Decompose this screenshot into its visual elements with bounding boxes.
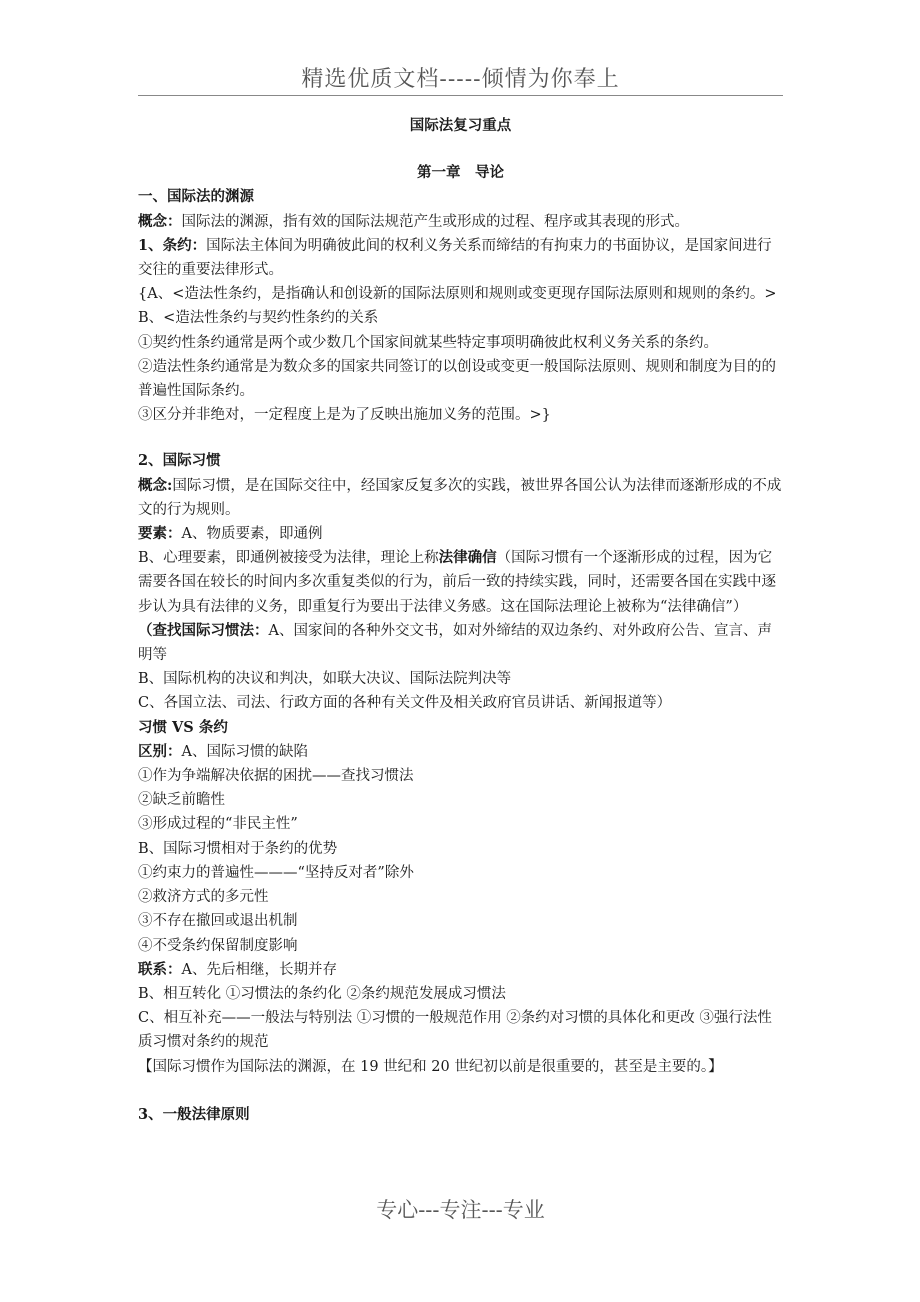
page-footer: 专心---专注---专业 <box>376 1198 545 1222</box>
chapter-title: 第一章 导论 <box>417 164 504 182</box>
paragraph-item-3: ③区分并非绝对，一定程度上是为了反映出施加义务的范围。>} <box>138 407 551 424</box>
paragraph-find-custom <box>138 619 783 667</box>
document-body <box>138 108 783 1127</box>
text-concept: 国际法的渊源，指有效的国际法规范产生或形成的过程、程序或其表现的形式。 <box>181 213 689 230</box>
page-header: 精选优质文档-----倾情为你奉上 <box>301 67 620 92</box>
paragraph-note: 【国际习惯作为国际法的渊源，在 19 世纪和 20 世纪初以前是很重要的，甚至是主要的。】 <box>138 1058 723 1075</box>
section-heading-general-principles: 3、一般法律原则 <box>138 1105 250 1123</box>
paragraph-defect-3: ③形成过程的“非民主性” <box>138 816 298 833</box>
paragraph-treaty-b: B、<造法性条约与契约性条约的关系 <box>138 310 379 327</box>
text-treaty: 国际法主体间为明确彼此间的权利义务关系而缔结的有拘束力的书面协议，是国家间进行交往的重要法律形式。 <box>138 237 772 279</box>
text-link: A、先后相继，长期并存 <box>181 961 337 978</box>
paragraph-opinio-juris <box>138 546 783 619</box>
paragraph-advantage-1: ①约束力的普遍性———“坚持反对者”除外 <box>138 864 414 881</box>
text-difference: A、国际习惯的缺陷 <box>181 743 308 760</box>
label-difference: 区别： <box>138 742 182 760</box>
paragraph-link-b: B、相互转化 ①习惯法的条约化 ②条约规范发展成习惯法 <box>138 985 506 1002</box>
paragraph-find-b: B、国际机构的决议和判决，如联大决议、国际法院判决等 <box>138 671 512 688</box>
text-find-custom: A、国家间的各种外交文书，如对外缔结的双边条约、对外政府公告、宣言、声明等 <box>138 622 772 664</box>
paragraph-advantage-2: ②救济方式的多元性 <box>138 889 269 906</box>
label-elements: 要素： <box>138 525 182 543</box>
section-heading-custom: 2、国际习惯 <box>138 452 221 470</box>
paragraph-treaty <box>138 234 783 282</box>
paragraph-item-1: ①契约性条约通常是两个或少数几个国家间就某些特定事项明确彼此权利义务关系的条约。 <box>138 334 718 351</box>
paragraph-advantage-4: ④不受条约保留制度影响 <box>138 937 298 954</box>
paragraph-concept <box>138 210 783 234</box>
paragraph-elements <box>138 522 783 546</box>
text-opinio-post: （国际习惯有一个逐渐形成的过程，因为它需要各国在较长的时间内多次重复类似的行为，前后一致的持续实践，同时，还需要各国在实践中逐步认为具有法律的义务，即重复行为要出于法律义务感。这在国际法理论上被称为“法律确信”） <box>138 550 776 615</box>
spacer <box>138 1079 783 1103</box>
document-title: 国际法复习重点 <box>409 117 512 134</box>
paragraph-defect-2: ②缺乏前瞻性 <box>138 792 225 809</box>
label-concept: 概念： <box>138 212 182 230</box>
heading-custom-vs-treaty: 习惯 VS 条约 <box>138 718 228 736</box>
spacer <box>138 427 783 449</box>
text-custom-concept: 国际习惯，是在国际交往中，经国家反复多次的实践，被世界各国公认为法律而逐渐形成的不成文的行为规则。 <box>138 477 782 518</box>
label-custom-concept: 概念: <box>138 476 173 494</box>
paragraph-item-2: ②造法性条约通常是为数众多的国家共同签订的以创设或变更一般国际法原则、规则和制度为目的的普遍性国际条约。 <box>138 358 776 400</box>
text-opinio-bold: 法律确信 <box>438 549 497 567</box>
paragraph-custom-concept <box>138 474 783 522</box>
paragraph-link <box>138 958 783 982</box>
label-find-custom: （查找国际习惯法： <box>138 621 269 639</box>
paragraph-link-c: C、相互补充——一般法与特别法 ①习惯的一般规范作用 ②条约对习惯的具体化和更改 ③强行法性质习惯对条约的规范 <box>138 1010 772 1051</box>
paragraph-defect-1: ①作为争端解决依据的困扰——查找习惯法 <box>138 768 414 785</box>
paragraph-advantage-3: ③不存在撤回或退出机制 <box>138 913 298 930</box>
label-treaty: 1、条约： <box>138 236 207 254</box>
paragraph-find-c: C、各国立法、司法、行政方面的各种有关文件及相关政府官员讲话、新闻报道等） <box>138 695 672 712</box>
label-link: 联系： <box>138 960 182 978</box>
paragraph-difference <box>138 740 783 764</box>
text-opinio-pre: B、心理要素，即通例被接受为法律，理论上称 <box>138 550 439 567</box>
text-elements: A、物质要素，即通例 <box>181 526 323 543</box>
section-heading-sources: 一、国际法的渊源 <box>138 188 254 206</box>
paragraph-treaty-a: {A、<造法性条约，是指确认和创设新的国际法原则和规则或变更现存国际法原则和规则的条约。> <box>138 286 777 303</box>
paragraph-advantage: B、国际习惯相对于条约的优势 <box>138 840 338 857</box>
header-rule <box>138 95 783 96</box>
